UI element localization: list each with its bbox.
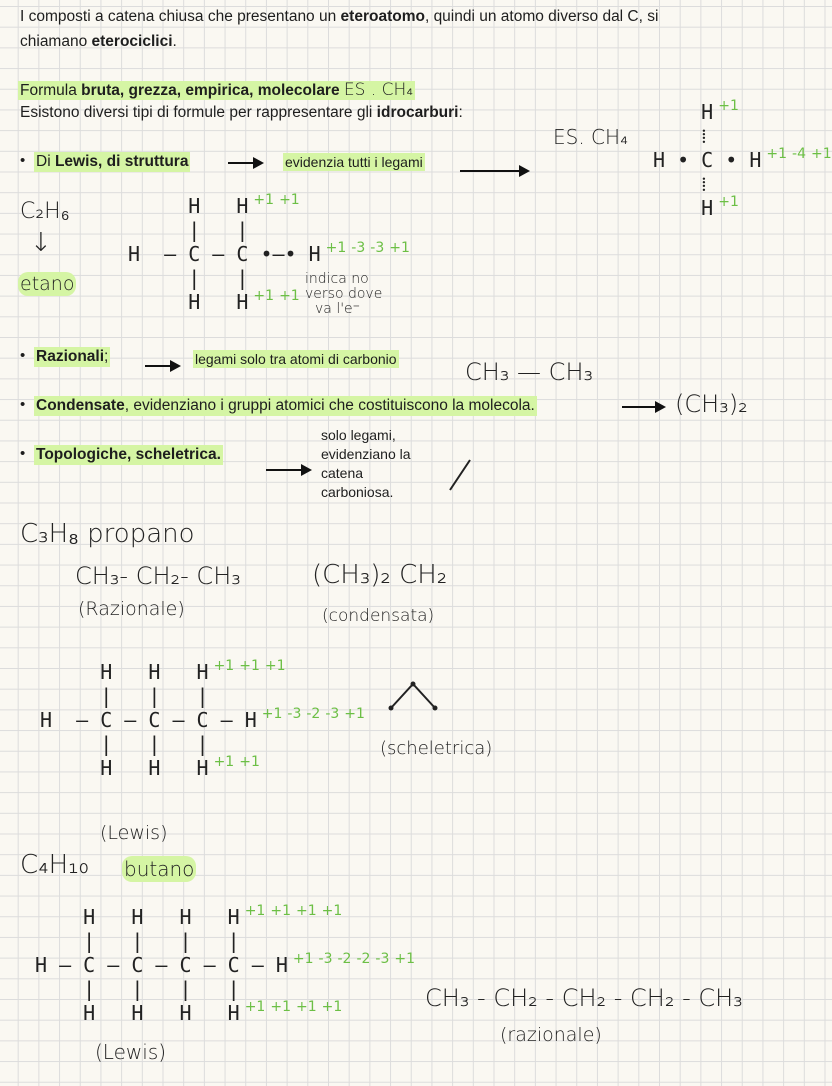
- oxidation-number: +1: [766, 146, 788, 162]
- razionali-example: CH₃ — CH₃: [465, 358, 594, 386]
- methane-label: ES. CH₄: [553, 125, 629, 149]
- topologiche-note: [321, 426, 411, 502]
- arrow-icon: [460, 170, 528, 172]
- intro-line-1: [20, 8, 658, 26]
- oxidation-number: +1: [325, 240, 347, 256]
- lewis-row-text: H H H H: [35, 905, 240, 929]
- intro-text: , quindi un atomo diverso dal C, si: [424, 8, 659, 25]
- note-line: indica no: [305, 271, 369, 287]
- lewis-row-text: | | |: [40, 684, 209, 708]
- oxidation-number: -3: [375, 951, 390, 967]
- formula-line-2: [20, 104, 463, 122]
- lewis-row-text: H H: [128, 290, 249, 314]
- oxidation-number: +1: [264, 658, 286, 674]
- intro-line-2: [20, 33, 177, 51]
- lewis-row-text: H – C – C •–• H: [128, 242, 321, 266]
- oxidation-number: +1: [321, 903, 343, 919]
- lewis-row-text: ⁞: [653, 172, 707, 196]
- formula-text: :: [458, 104, 463, 121]
- note-line: carboniosa.: [321, 484, 394, 500]
- oxidation-number: -2: [306, 706, 321, 722]
- intro-text: I composti a catena chiusa che presentano un: [20, 8, 341, 25]
- bullet-lewis: [34, 152, 190, 172]
- lewis-row: [40, 684, 365, 708]
- methane-lewis: [653, 100, 832, 220]
- oxidation-number: +1: [270, 999, 291, 1015]
- bullet-icon: •: [20, 347, 26, 364]
- lewis-row-text: H: [653, 100, 714, 124]
- oxidation-number: +1: [244, 903, 266, 919]
- oxidation-number: +1: [261, 706, 283, 722]
- lewis-row: [35, 1001, 415, 1025]
- lewis-row-text: | |: [128, 266, 249, 290]
- lewis-row-text: H • C • H: [653, 148, 762, 172]
- formula-text: Esistono diversi tipi di formule per rappresentare gli: [20, 104, 377, 121]
- lewis-row: [128, 218, 410, 242]
- lewis-row: [40, 708, 365, 732]
- bullet-text: , evidenziano i gruppi atomici che costituiscono la molecola.: [124, 397, 535, 414]
- oxidation-number: +1: [295, 999, 317, 1015]
- razionali-note: legami solo tra atomi di carbonio: [195, 351, 397, 367]
- lewis-row-text: | | |: [40, 732, 209, 756]
- propane-lewis: [40, 660, 365, 780]
- oxidation-number: -3: [325, 706, 340, 722]
- note-line: evidenziano la: [321, 446, 411, 462]
- lewis-row-text: H H H: [40, 756, 209, 780]
- propane-lewis-label: (Lewis): [100, 822, 168, 844]
- formula-example: ES . CH₄: [343, 80, 414, 100]
- oxidation-number: +1: [279, 192, 300, 208]
- propane-formula: C₃H₈ propano: [20, 519, 195, 549]
- lewis-row-text: H H: [128, 194, 249, 218]
- lewis-row-text: | | | |: [35, 977, 240, 1001]
- propane-skeletal: [383, 675, 443, 715]
- oxidation-number: -3: [351, 240, 366, 256]
- lewis-row-text: | | | |: [35, 929, 240, 953]
- oxidation-number: +1: [253, 288, 275, 304]
- ethane-note: [305, 272, 382, 317]
- oxidation-number: +1: [213, 658, 235, 674]
- skeletal-bond-icon: [445, 455, 475, 495]
- propane-rational-label: (Razionale): [78, 598, 185, 620]
- lewis-row-text: H – C – C – C – H: [40, 708, 257, 732]
- term-idrocarburi: idrocarburi: [376, 104, 459, 121]
- oxidation-number: +1: [321, 999, 343, 1015]
- butane-name: butano: [124, 857, 195, 881]
- arrow-icon: [145, 365, 179, 367]
- propane-rational: CH₃- CH₂- CH₃: [75, 562, 241, 590]
- lewis-row: [40, 732, 365, 756]
- bullet-condensate: [34, 396, 537, 416]
- note-line: verso dove: [305, 286, 383, 302]
- lewis-row: [35, 977, 415, 1001]
- formula-highlight: [18, 81, 415, 100]
- bullet-title: Lewis, di struttura: [54, 153, 189, 170]
- oxidation-number: +1: [270, 903, 291, 919]
- lewis-row-text: | |: [128, 218, 249, 242]
- lewis-row: [35, 953, 415, 977]
- oxidation-number: +1: [810, 146, 832, 162]
- note-line: va l'e⁻: [315, 301, 361, 317]
- lewis-row: [40, 756, 365, 780]
- propane-condensed: (CH₃)₂ CH₂: [312, 560, 448, 590]
- oxidation-number: +1: [718, 98, 739, 114]
- bullet-text: Di: [36, 153, 55, 170]
- lewis-row: [653, 100, 832, 124]
- lewis-row: [40, 660, 365, 684]
- lewis-row-text: ⁞: [653, 124, 707, 148]
- oxidation-number: +1: [213, 754, 235, 770]
- intro-text: .: [172, 33, 177, 50]
- bullet-icon: •: [20, 152, 26, 169]
- lewis-row-text: H – C – C – C – C – H: [35, 953, 288, 977]
- oxidation-number: +1: [292, 951, 314, 967]
- note-line: solo legami,: [321, 427, 396, 443]
- ethane-formula: C₂H₆: [20, 199, 70, 224]
- lewis-row: [653, 124, 832, 148]
- oxidation-number: -3: [287, 706, 302, 722]
- lewis-row: [653, 196, 832, 220]
- butane-lewis: [35, 905, 415, 1025]
- formula-heading: [18, 80, 415, 100]
- bullet-topologiche: [34, 445, 223, 465]
- lewis-row: [128, 194, 410, 218]
- bullet-icon: •: [20, 445, 26, 462]
- bullet-title: Condensate: [36, 397, 125, 414]
- butane-lewis-label: (Lewis): [95, 1040, 167, 1064]
- oxidation-number: +1: [239, 658, 260, 674]
- oxidation-number: +1: [239, 754, 260, 770]
- lewis-row: [128, 242, 410, 266]
- arrow-down-icon: ↓: [30, 228, 52, 258]
- bullet-text: ;: [104, 348, 109, 365]
- oxidation-number: +1: [253, 192, 275, 208]
- bullet-title: Razionali: [36, 348, 105, 365]
- oxidation-number: -3: [318, 951, 333, 967]
- intro-text: chiamano: [20, 33, 92, 50]
- note-line: catena: [321, 465, 364, 481]
- condensate-example: (CH₃)₂: [675, 390, 748, 418]
- term-eteroatomo: eteroatomo: [340, 8, 425, 25]
- lewis-row-text: H H H: [40, 660, 209, 684]
- lewis-row: [35, 905, 415, 929]
- lewis-row: [35, 929, 415, 953]
- oxidation-number: +1: [295, 903, 317, 919]
- formula-text: Formula: [20, 82, 82, 99]
- propane-condensed-label: (condensata): [322, 606, 435, 626]
- lewis-row-text: H: [653, 196, 714, 220]
- oxidation-number: +1: [344, 706, 365, 722]
- bullet-icon: •: [20, 396, 26, 413]
- arrow-icon: [266, 469, 310, 471]
- oxidation-number: +1: [244, 999, 266, 1015]
- lewis-note: evidenzia tutti i legami: [285, 154, 423, 170]
- butane-rational: CH₃ - CH₂ - CH₂ - CH₂ - CH₃: [425, 984, 743, 1012]
- lewis-row: [653, 172, 832, 196]
- bullet-razionali: [34, 347, 110, 367]
- oxidation-number: -3: [370, 240, 385, 256]
- oxidation-number: +1: [394, 951, 416, 967]
- lewis-row-text: H H H H: [35, 1001, 240, 1025]
- oxidation-number: +1: [279, 288, 300, 304]
- oxidation-number: -4: [792, 146, 806, 162]
- oxidation-number: +1: [718, 194, 739, 210]
- formula-types: bruta, grezza, empirica, molecolare: [81, 82, 340, 99]
- ethane-name: etano: [20, 273, 75, 295]
- oxidation-number: -2: [337, 951, 352, 967]
- lewis-row: [653, 148, 832, 172]
- arrow-icon: [622, 406, 664, 408]
- term-eterociclici: eterociclici: [91, 33, 173, 50]
- butane-formula: C₄H₁₀: [20, 850, 89, 880]
- bullet-title: Topologiche, scheletrica.: [36, 446, 221, 463]
- arrow-icon: [228, 162, 262, 164]
- oxidation-number: +1: [389, 240, 410, 256]
- oxidation-number: -2: [356, 951, 371, 967]
- propane-skeletal-label: (scheletrica): [380, 738, 493, 759]
- butane-rational-label: (razionale): [500, 1024, 602, 1046]
